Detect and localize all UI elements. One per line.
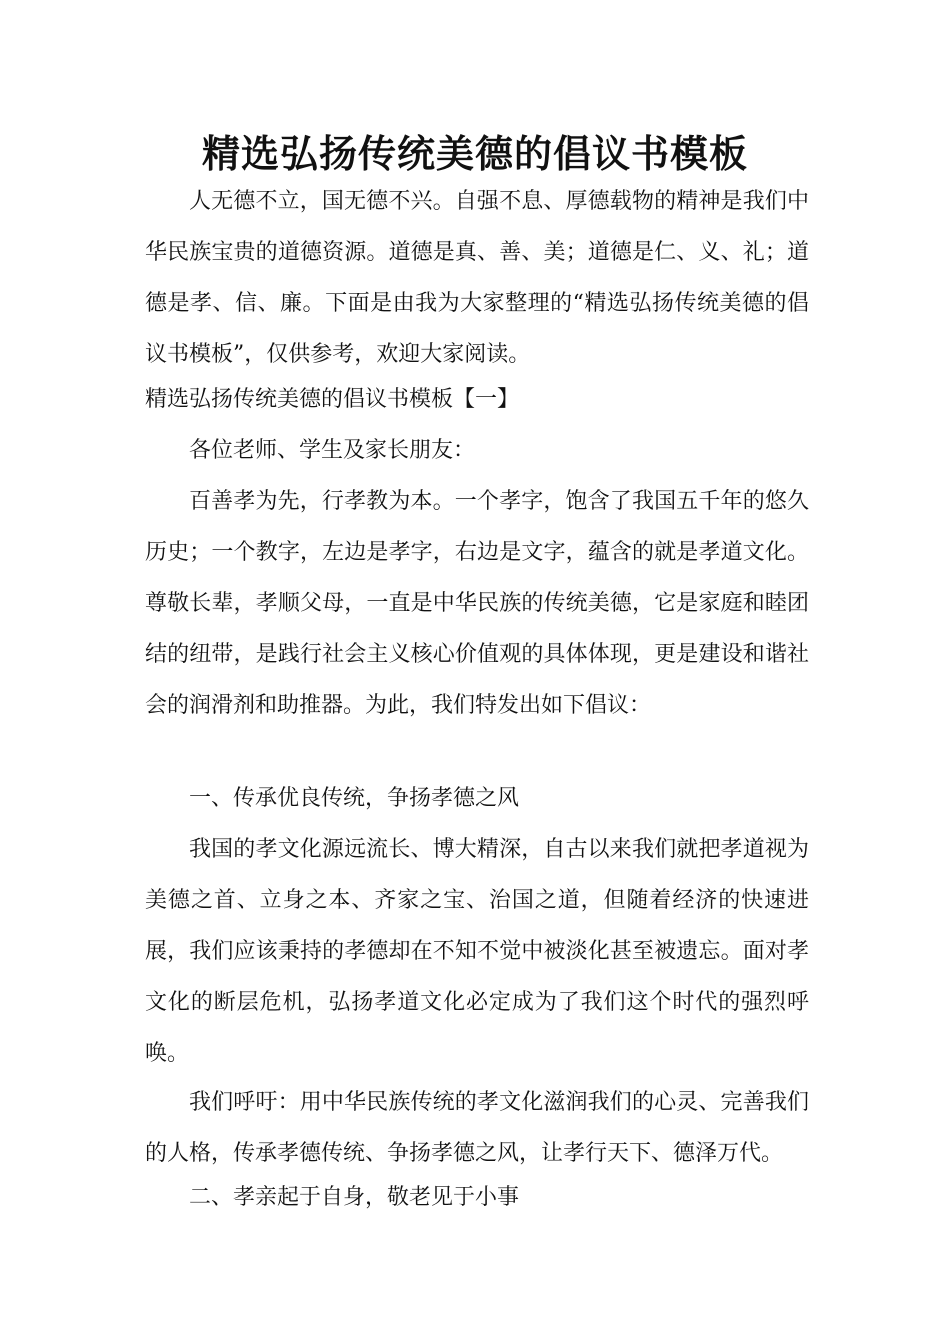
proposal-heading-two: 二、孝亲起于自身，敬老见于小事	[189, 1185, 520, 1210]
body-paragraph-appeal: 我们呼吁：用中华民族传统的孝文化滋润我们的心灵、完善我们的人格，传承孝德传统、争扬孝德之风，让孝行天下、德泽万代。	[145, 1090, 809, 1166]
body-paragraph-culture: 我国的孝文化源远流长、博大精深，自古以来我们就把孝道视为美德之首、立身之本、齐家之宝、治国之道，但随着经济的快速进展，我们应该秉持的孝德却在不知不觉中被淡化甚至被遗忘。面对孝文化的断层危机，弘扬孝道文化必定成为了我们这个时代的强烈呼唤。	[145, 837, 809, 1066]
document-title: 精选弘扬传统美德的倡议书模板	[201, 132, 748, 176]
body-paragraph-filial: 百善孝为先，行孝教为本。一个孝字，饱含了我国五千年的悠久历史；一个教字，左边是孝字，右边是文字，蕴含的就是孝道文化。尊敬长辈，孝顺父母，一直是中华民族的传统美德，它是家庭和睦团结的纽带，是践行社会主义核心价值观的具体体现，更是建设和谐社会的润滑剂和助推器。为此，我们特发出如下倡议：	[145, 489, 809, 718]
salutation: 各位老师、学生及家长朋友：	[189, 438, 476, 463]
intro-paragraph: 人无德不立，国无德不兴。自强不息、厚德载物的精神是我们中华民族宝贵的道德资源。道德是真、善、美；道德是仁、义、礼；道德是孝、信、廉。下面是由我为大家整理的“精选弘扬传统美德的倡议书模板”，仅供参考，欢迎大家阅读。	[145, 189, 809, 367]
proposal-heading-one: 一、传承优良传统，争扬孝德之风	[189, 786, 520, 811]
section-heading-one: 精选弘扬传统美德的倡议书模板【一】	[145, 387, 520, 412]
